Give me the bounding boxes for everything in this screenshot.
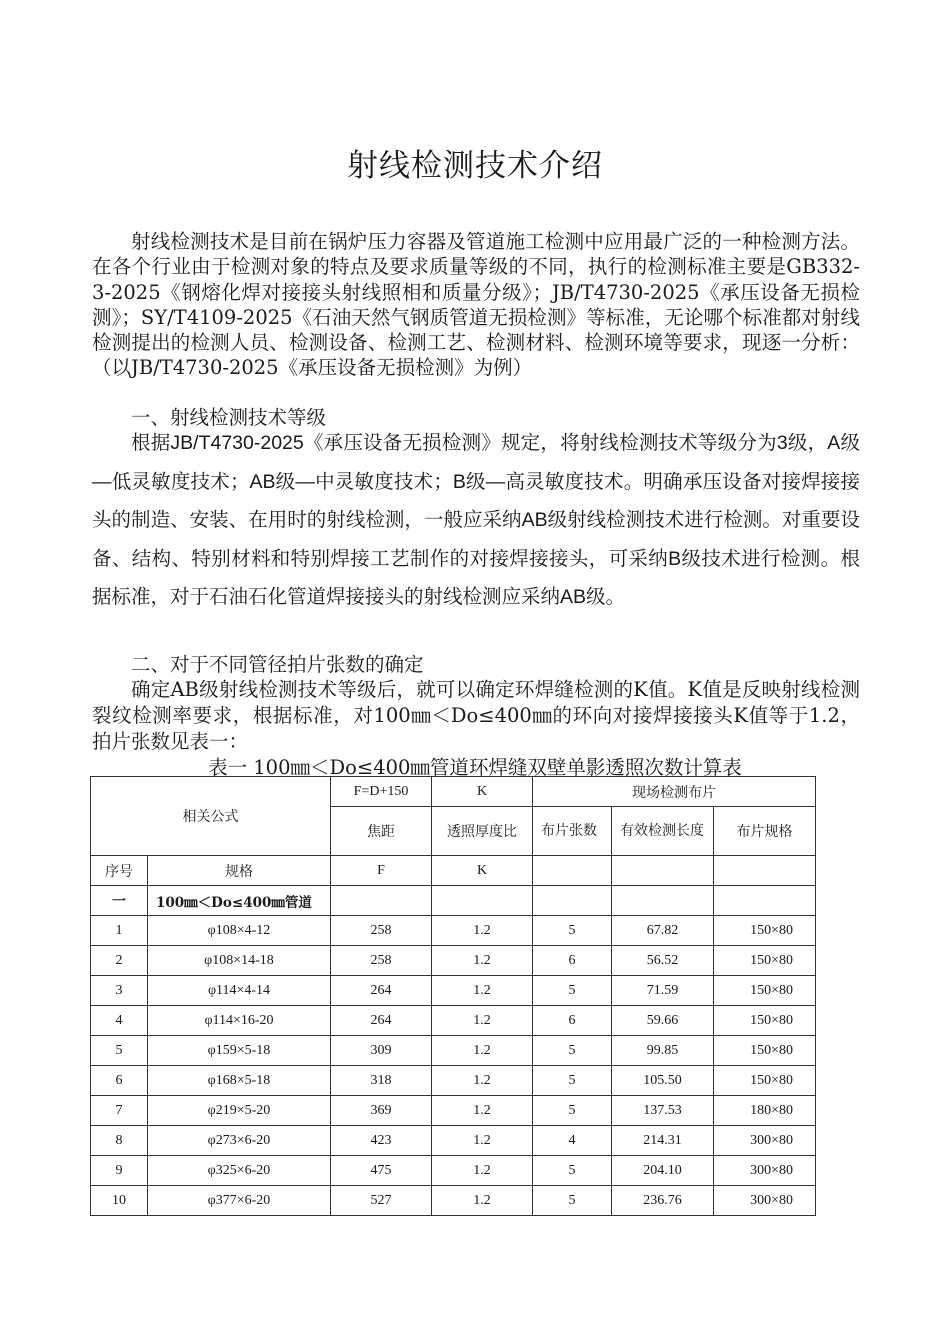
section2-heading: 二、对于不同管径拍片张数的确定: [131, 653, 424, 676]
table-caption: 表一 100㎜＜Do≤400㎜管道环焊缝双壁单影透照次数计算表: [208, 756, 742, 779]
page-title: 射线检测技术介绍: [347, 148, 603, 184]
header-focal-formula: F=D+150: [331, 777, 432, 807]
row-focal-distance: 258: [331, 916, 432, 946]
row-spec: φ159×5-18: [148, 1036, 331, 1066]
row-focal-distance: 264: [331, 1006, 432, 1036]
table-row: [91, 1096, 816, 1126]
row-film-spec: 300×80: [714, 1126, 816, 1156]
row-k-value: 1.2: [432, 1126, 533, 1156]
row-film-spec: 150×80: [714, 916, 816, 946]
row-k-value: 1.2: [432, 1066, 533, 1096]
table-header-row: [91, 777, 816, 807]
row-index: 8: [91, 1126, 148, 1156]
row-focal-distance: 527: [331, 1186, 432, 1216]
row-index: 4: [91, 1006, 148, 1036]
row-effective-length: 137.53: [612, 1096, 714, 1126]
header-f-symbol: F: [331, 856, 432, 886]
row-film-spec: 180×80: [714, 1096, 816, 1126]
section1-paragraph: 根据JB/T4730-2025《承压设备无损检测》规定，将射线检测技术等级分为3级，A级—低灵敏度技术；AB级—中灵敏度技术；B级—高灵敏度技术。明确承压设备对接焊接接头的制造、安装、在用时的射线检测，一般应采纳AB级射线检测技术进行检测。对重要设备、结构、特别材料和特别焊接工艺制作的对接焊接接头，可采纳B级技术进行检测。根据标准，对于石油石化管道焊接接头的射线检测应采纳AB级。: [92, 432, 860, 608]
row-film-count: 6: [533, 1006, 612, 1036]
row-film-count: 6: [533, 946, 612, 976]
header-formula: 相关公式: [91, 777, 331, 856]
row-film-spec: 150×80: [714, 1066, 816, 1096]
table-row: [91, 1186, 816, 1216]
row-k-value: 1.2: [432, 1036, 533, 1066]
row-film-spec: 150×80: [714, 1006, 816, 1036]
row-index: 9: [91, 1156, 148, 1186]
row-spec: φ108×4-12: [148, 916, 331, 946]
row-spec: φ168×5-18: [148, 1066, 331, 1096]
row-film-spec: 300×80: [714, 1156, 816, 1186]
row-k-value: 1.2: [432, 916, 533, 946]
row-spec: φ108×14-18: [148, 946, 331, 976]
row-film-spec: 150×80: [714, 1036, 816, 1066]
row-effective-length: 56.52: [612, 946, 714, 976]
header-spec: 规格: [148, 856, 331, 886]
row-focal-distance: 318: [331, 1066, 432, 1096]
row-film-count: 5: [533, 1066, 612, 1096]
row-film-count: 4: [533, 1126, 612, 1156]
table-row: [91, 1066, 816, 1096]
row-effective-length: 99.85: [612, 1036, 714, 1066]
row-film-spec: 300×80: [714, 1186, 816, 1216]
table-row: [91, 1006, 816, 1036]
table-row: [91, 976, 816, 1006]
row-film-count: 5: [533, 1186, 612, 1216]
row-spec: φ219×5-20: [148, 1096, 331, 1126]
row-effective-length: 204.10: [612, 1156, 714, 1186]
header-k-symbol: K: [432, 856, 533, 886]
intro-paragraph: 射线检测技术是目前在锅炉压力容器及管道施工检测中应用最广泛的一种检测方法。在各个行业由于检测对象的特点及要求质量等级的不同，执行的检测标准主要是GB332-3-2025《钢熔化焊对接接头射线照相和质量分级》；JB/T4730-2025《承压设备无损检测》；SY/T4109-2025《石油天然气钢质管道无损检测》等标准，无论哪个标准都对射线检测提出的检测人员、检测设备、检测工艺、检测材料、检测环境等要求，现逐一分析：（以JB/T4730-2025《承压设备无损检测》为例）: [92, 230, 860, 380]
table-row: [91, 1036, 816, 1066]
row-focal-distance: 369: [331, 1096, 432, 1126]
row-effective-length: 71.59: [612, 976, 714, 1006]
row-k-value: 1.2: [432, 1096, 533, 1126]
section1-heading: 一、射线检测技术等级: [131, 406, 327, 429]
header-effective-length: 有效检测长度: [612, 807, 714, 856]
header-film-spec: 布片规格: [714, 807, 816, 856]
group-label: 100㎜＜Do≤400㎜管道: [148, 886, 331, 916]
section2-paragraph: 确定AB级射线检测技术等级后，就可以确定环焊缝检测的K值。K值是反映射线检测裂纹检测率要求，根据标准，对100㎜＜Do≤400㎜的环向对接焊接接头K值等于1.2，拍片张数见表一：: [92, 678, 860, 753]
table-group-row: [91, 886, 816, 916]
row-focal-distance: 309: [331, 1036, 432, 1066]
row-focal-distance: 475: [331, 1156, 432, 1186]
row-film-count: 5: [533, 1096, 612, 1126]
row-spec: φ377×6-20: [148, 1186, 331, 1216]
row-film-spec: 150×80: [714, 976, 816, 1006]
row-film-count: 5: [533, 1156, 612, 1186]
row-focal-distance: 264: [331, 976, 432, 1006]
row-k-value: 1.2: [432, 946, 533, 976]
row-effective-length: 67.82: [612, 916, 714, 946]
table-header-row: [91, 856, 816, 886]
row-index: 2: [91, 946, 148, 976]
row-effective-length: 59.66: [612, 1006, 714, 1036]
row-effective-length: 105.50: [612, 1066, 714, 1096]
row-film-count: 5: [533, 916, 612, 946]
group-index: 一: [91, 886, 148, 916]
row-spec: φ273×6-20: [148, 1126, 331, 1156]
row-effective-length: 214.31: [612, 1126, 714, 1156]
row-film-count: 5: [533, 976, 612, 1006]
row-index: 5: [91, 1036, 148, 1066]
row-index: 1: [91, 916, 148, 946]
row-k-value: 1.2: [432, 1186, 533, 1216]
header-film-count: 布片张数: [533, 807, 612, 856]
row-index: 3: [91, 976, 148, 1006]
row-focal-distance: 258: [331, 946, 432, 976]
header-index: 序号: [91, 856, 148, 886]
row-spec: φ114×16-20: [148, 1006, 331, 1036]
table-row: [91, 1156, 816, 1186]
row-k-value: 1.2: [432, 1156, 533, 1186]
row-film-count: 5: [533, 1036, 612, 1066]
row-k-value: 1.2: [432, 976, 533, 1006]
row-index: 6: [91, 1066, 148, 1096]
row-k-value: 1.2: [432, 1006, 533, 1036]
row-focal-distance: 423: [331, 1126, 432, 1156]
table-body: [91, 916, 816, 1216]
header-thickness-ratio: 透照厚度比: [432, 807, 533, 856]
header-site-layout: 现场检测布片: [533, 777, 816, 807]
row-spec: φ114×4-14: [148, 976, 331, 1006]
header-k: K: [432, 777, 533, 807]
row-spec: φ325×6-20: [148, 1156, 331, 1186]
row-effective-length: 236.76: [612, 1186, 714, 1216]
table-row: [91, 1126, 816, 1156]
header-focal-distance: 焦距: [331, 807, 432, 856]
row-index: 7: [91, 1096, 148, 1126]
row-film-spec: 150×80: [714, 946, 816, 976]
table-row: [91, 916, 816, 946]
table-row: [91, 946, 816, 976]
row-index: 10: [91, 1186, 148, 1216]
exposure-count-table: [90, 776, 816, 1216]
